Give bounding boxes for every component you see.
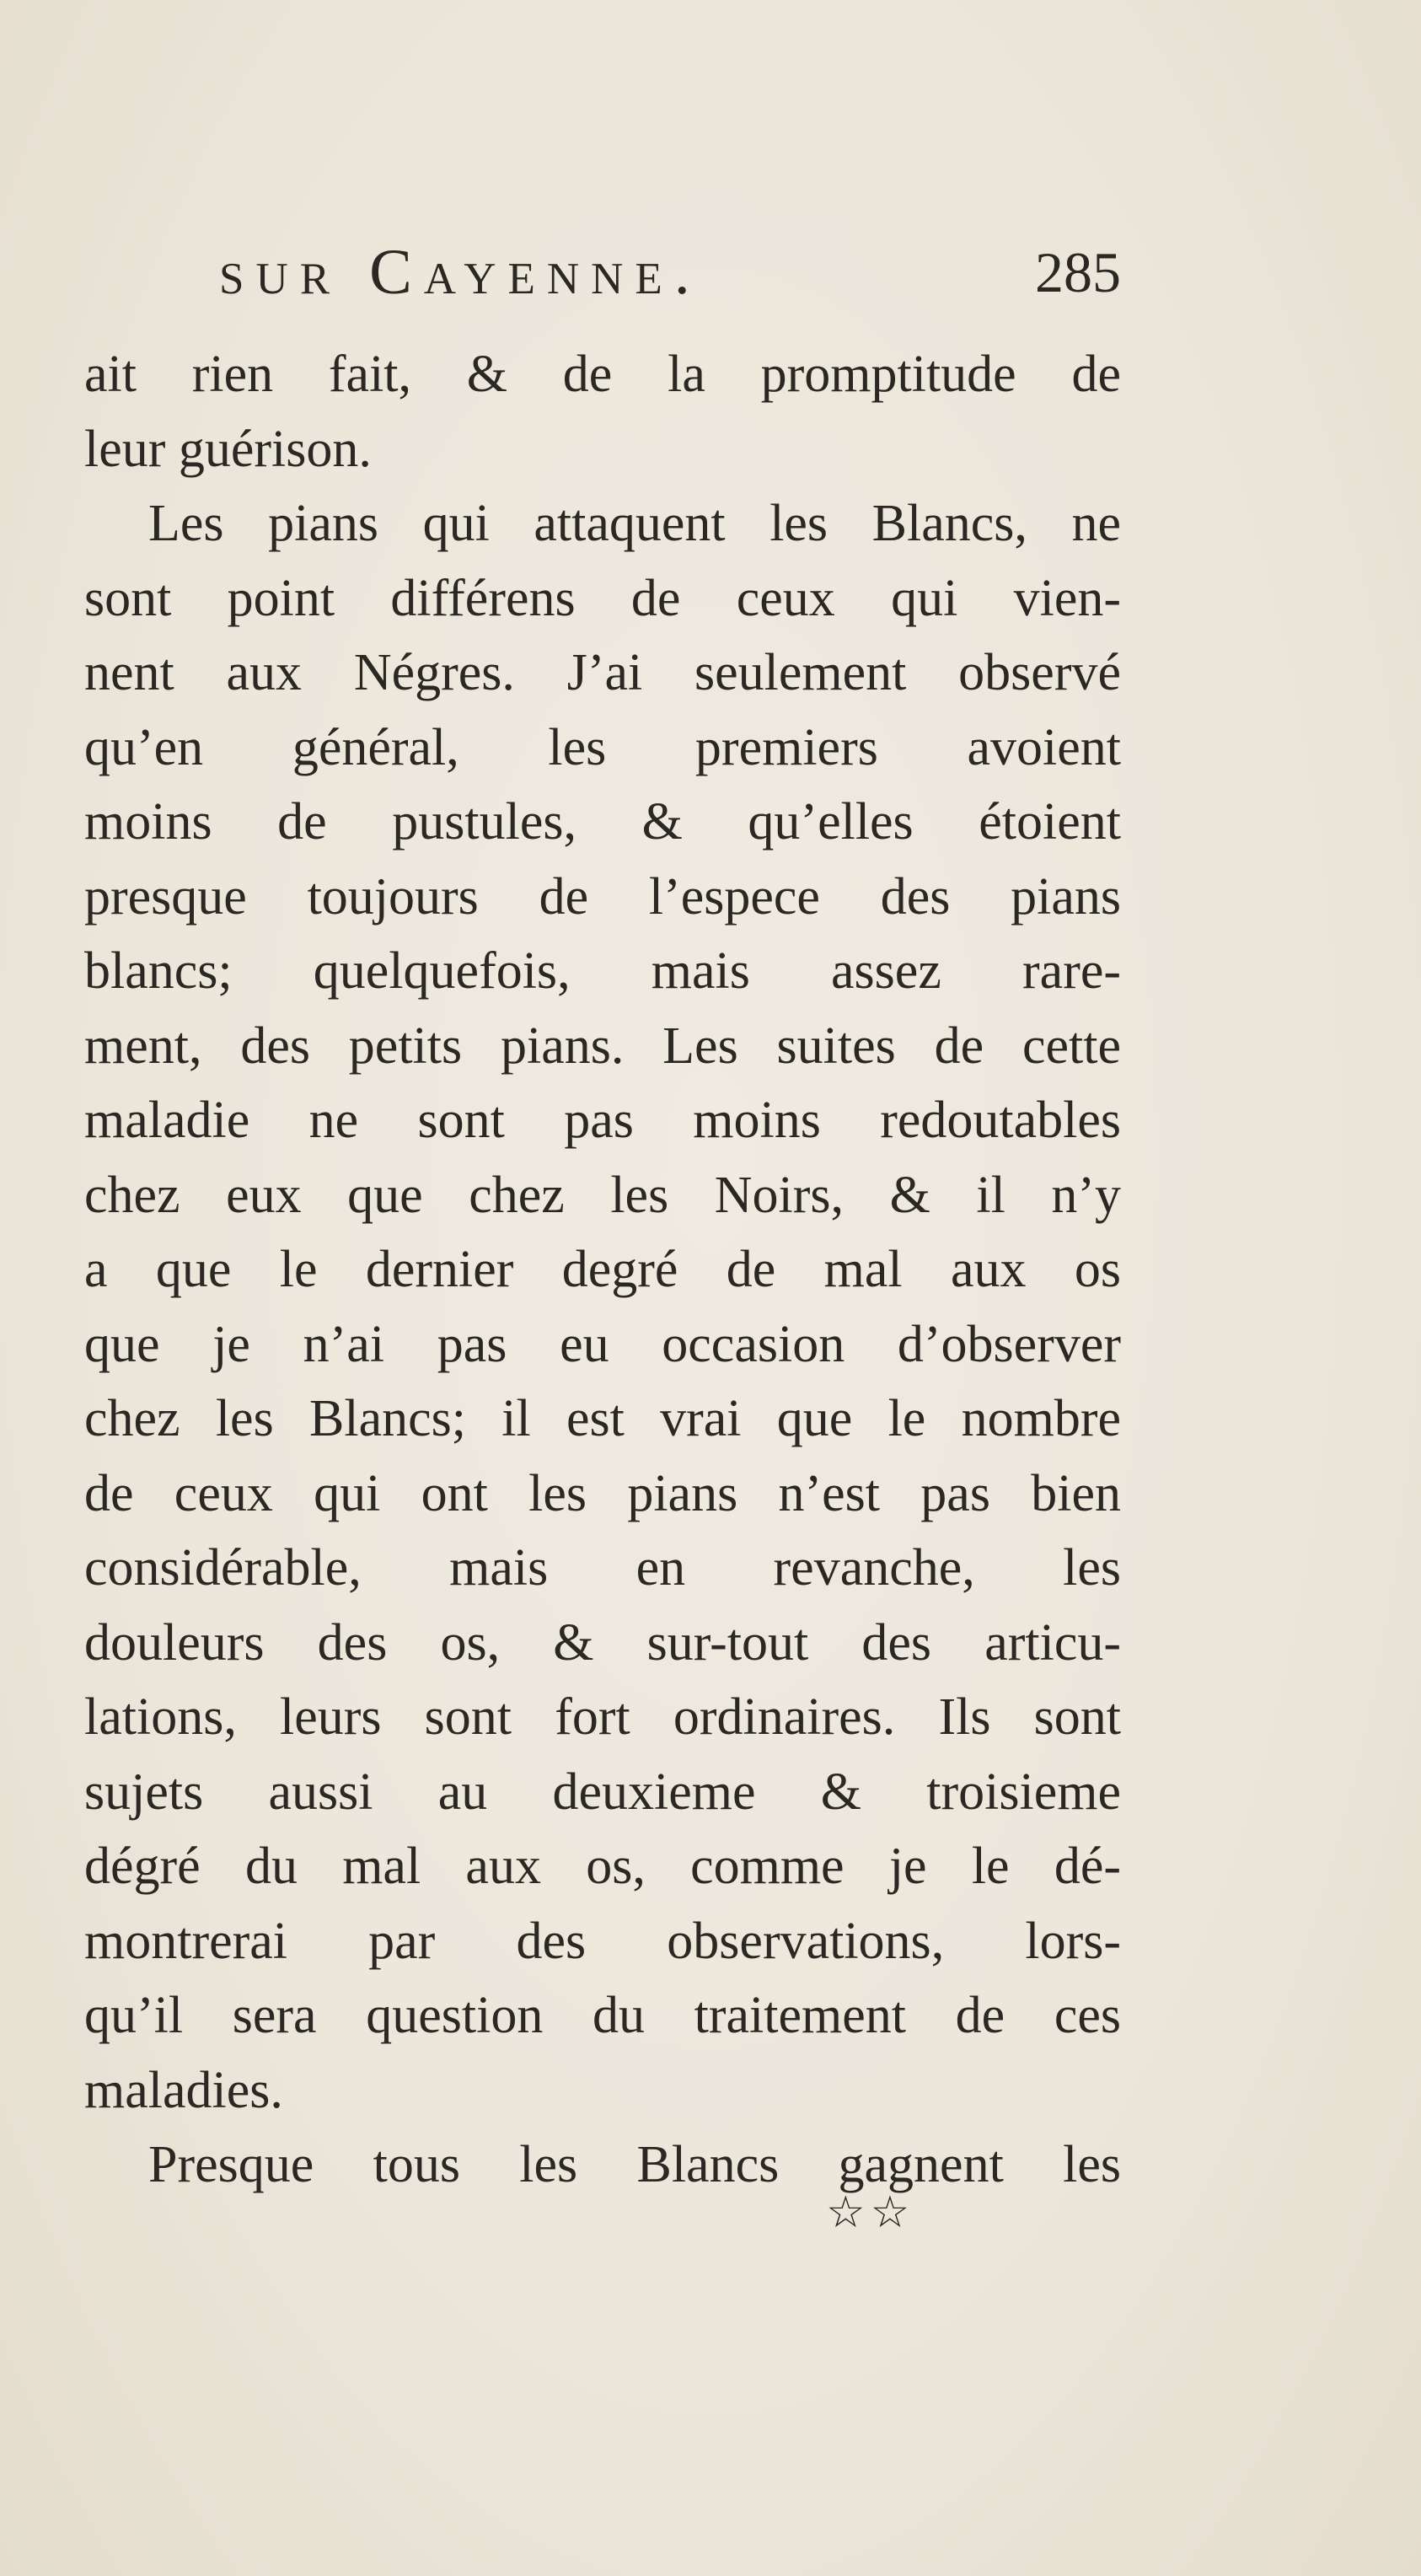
text-line: de ceux qui ont les pians n’est pas bien bbox=[84, 1464, 1121, 1522]
text-line: sont point différens de ceux qui vien- bbox=[84, 569, 1121, 627]
page-number: 285 bbox=[1035, 240, 1121, 304]
text-line: dégré du mal aux os, comme je le dé- bbox=[84, 1838, 1121, 1895]
text-line: sujets aussi au deuxieme & troisieme bbox=[84, 1763, 1121, 1821]
text-line: douleurs des os, & sur-tout des articu- bbox=[84, 1613, 1121, 1672]
text-line: qu’il sera question du traitement de ces bbox=[84, 1987, 1121, 2044]
text-line: nent aux Négres. J’ai seulement observé bbox=[84, 644, 1121, 701]
text-line: ait rien fait, & de la promptitude de bbox=[84, 346, 1121, 403]
text-line: presque toujours de l’espece des pians bbox=[84, 867, 1121, 926]
signature-mark: ☆☆ bbox=[826, 2187, 915, 2238]
text-line: considérable, mais en revanche, les bbox=[84, 1539, 1121, 1597]
running-head: sur Cayenne. bbox=[219, 237, 702, 308]
text-line: maladies. bbox=[84, 2061, 283, 2119]
text-line: chez les Blancs; il est vrai que le nombre bbox=[84, 1390, 1121, 1447]
text-line: Presque tous les Blancs gagnent les bbox=[148, 2136, 1121, 2193]
text-line: chez eux que chez les Noirs, & il n’y bbox=[84, 1166, 1121, 1224]
text-line: montrerai par des observations, lors- bbox=[84, 1912, 1121, 1970]
text-line: Les pians qui attaquent les Blancs, ne bbox=[148, 495, 1121, 552]
text-line: blancs; quelquefois, mais assez rare- bbox=[84, 942, 1121, 1000]
text-line: que je n’ai pas eu occasion d’observer bbox=[84, 1315, 1121, 1373]
text-line: moins de pustules, & qu’elles étoient bbox=[84, 793, 1121, 851]
text-line: a que le dernier degré de mal aux os bbox=[84, 1241, 1121, 1298]
text-line: leur guérison. bbox=[84, 420, 372, 478]
text-line: maladie ne sont pas moins redoutables bbox=[84, 1092, 1121, 1149]
page-header bbox=[84, 226, 1121, 319]
body-text bbox=[84, 337, 1121, 2203]
text-line: qu’en général, les premiers avoient bbox=[84, 718, 1121, 776]
text-line: lations, leurs sont fort ordinaires. Ils sont bbox=[84, 1688, 1121, 1746]
text-line: ment, des petits pians. Les suites de cette bbox=[84, 1017, 1121, 1075]
